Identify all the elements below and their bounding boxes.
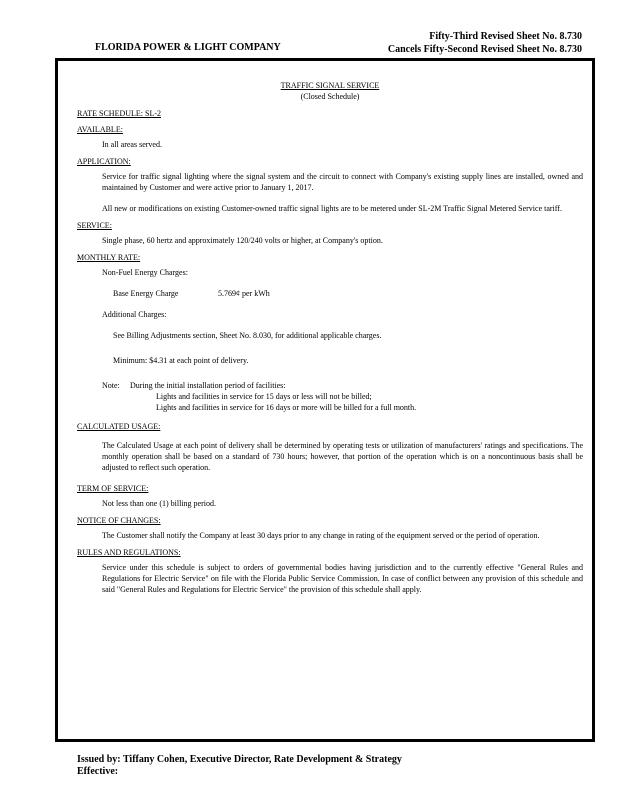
additional-charges-label: Additional Charges: — [102, 310, 167, 319]
notice-of-changes-heading: NOTICE OF CHANGES: — [77, 516, 161, 525]
monthly-rate-heading: MONTHLY RATE: — [77, 253, 141, 262]
term-of-service-heading: TERM OF SERVICE: — [77, 484, 149, 493]
issued-by: Issued by: Tiffany Cohen, Executive Director, Rate Development & Strategy — [77, 754, 402, 765]
base-energy-charge-label: Base Energy Charge — [113, 289, 179, 298]
sheet-number: Fifty-Third Revised Sheet No. 8.730 — [429, 31, 582, 42]
company-name: FLORIDA POWER & LIGHT COMPANY — [95, 42, 281, 53]
sheet-header — [388, 30, 582, 56]
base-energy-charge-row — [113, 288, 583, 299]
calculated-usage-text: The Calculated Usage at each point of delivery shall be determined by operating tests or utilization of manufacturers' ratings and specifications. The monthly operation shall be based on a standard of 730 hours; however, that portion of the operation which is on a noncontinuous basis shall be adjusted to reflect such operation. — [102, 441, 583, 472]
term-of-service-text: Not less than one (1) billing period. — [102, 499, 216, 508]
installation-note — [102, 380, 583, 413]
page-subtitle: (Closed Schedule) — [300, 92, 360, 101]
note-line-2: Lights and facilities in service for 15 days or less will not be billed; — [156, 392, 372, 401]
title-block — [77, 80, 583, 102]
note-body — [130, 380, 416, 413]
nonfuel-charges-label: Non-Fuel Energy Charges: — [102, 268, 188, 277]
available-heading: AVAILABLE: — [77, 125, 123, 134]
base-energy-charge-value: 5.769¢ per kWh — [218, 289, 270, 298]
rules-regulations-text: Service under this schedule is subject to orders of governmental bodies having jurisdiction and to the currently effective "General Rules and Regulations for Electric Service" on file with the Florida Public Service Commission. In case of conflict between any provision of this schedule and said "General Rules and Regulations for Electric Service" the provision of this schedule shall apply. — [102, 563, 583, 594]
note-line-1: During the initial installation period of facilities: — [130, 381, 286, 390]
rate-schedule: RATE SCHEDULE: SL-2 — [77, 109, 161, 118]
note-line-3: Lights and facilities in service for 16 days or more will be billed for a full month. — [156, 403, 417, 412]
note-label: Note: — [102, 381, 120, 390]
application-heading: APPLICATION: — [77, 157, 131, 166]
notice-of-changes-text: The Customer shall notify the Company at least 30 days prior to any change in rating of the equipment served or the period of operation. — [102, 531, 540, 540]
page-title: TRAFFIC SIGNAL SERVICE — [280, 81, 380, 90]
available-text: In all areas served. — [102, 140, 162, 149]
application-paragraph-1: Service for traffic signal lighting where the signal system and the circuit to connect with Company's existing supply lines are installed, owned and maintained by Customer and were active prior to January 1, 2017. — [102, 172, 583, 192]
service-heading: SERVICE: — [77, 221, 112, 230]
calculated-usage-heading: CALCULATED USAGE: — [77, 422, 161, 431]
cancels-sheet: Cancels Fifty-Second Revised Sheet No. 8.730 — [387, 44, 582, 55]
billing-adjustments-text: See Billing Adjustments section, Sheet No. 8.030, for additional applicable charges. — [113, 331, 382, 340]
minimum-charge-text: Minimum: $4.31 at each point of delivery. — [113, 356, 249, 365]
rules-regulations-heading: RULES AND REGULATIONS: — [77, 548, 181, 557]
application-paragraph-2: All new or modifications on existing Customer-owned traffic signal lights are to be metered under SL-2M Traffic Signal Metered Service tariff. — [102, 204, 562, 213]
effective-date: Effective: — [77, 766, 119, 777]
footer — [77, 754, 402, 778]
tariff-content — [77, 80, 583, 601]
service-text: Single phase, 60 hertz and approximately 120/240 volts or higher, at Company's option. — [102, 236, 383, 245]
